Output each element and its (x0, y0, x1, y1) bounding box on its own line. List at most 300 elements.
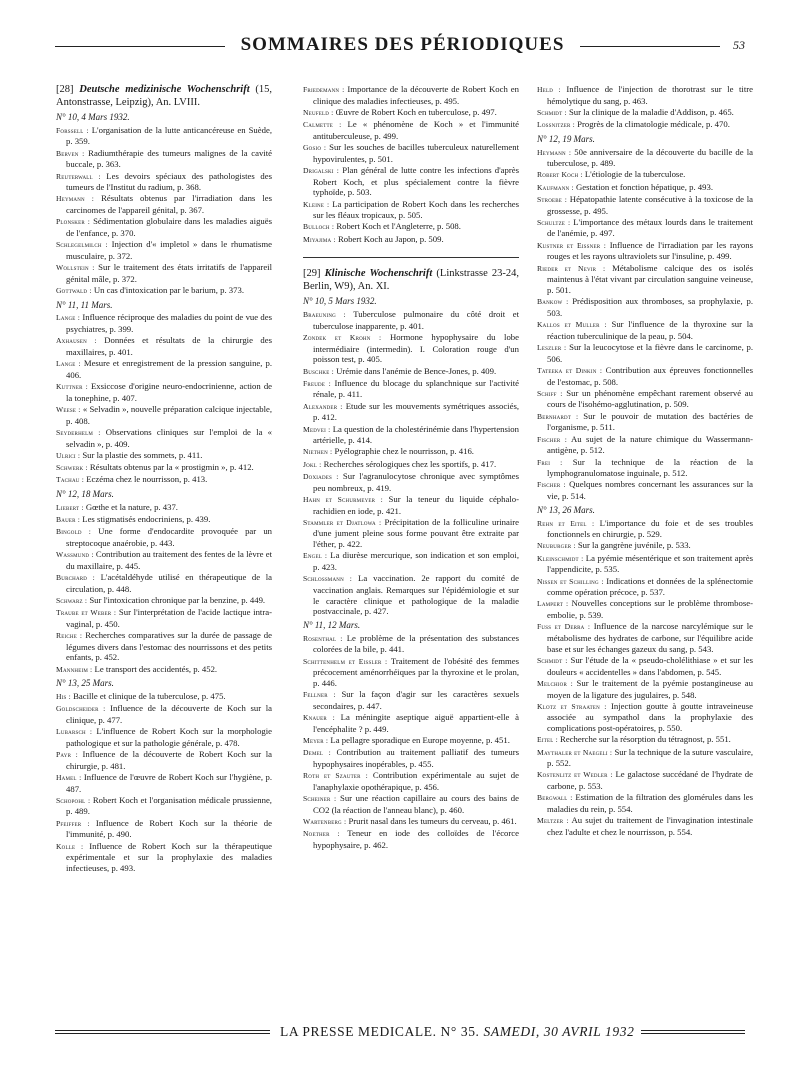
article-entry (537, 457, 753, 479)
article-author: Held : (537, 85, 561, 94)
article-entry (56, 502, 272, 514)
article-entry (537, 388, 753, 410)
article-entry (303, 793, 519, 815)
article-author: Melchior : (537, 678, 573, 688)
article-author: Kaufmann : (537, 182, 574, 192)
article-title: Prédisposition aux thromboses, sa prophylaxie, p. 503. (547, 296, 753, 318)
article-title: Bacille et clinique de la tuberculose, p. 475. (73, 690, 226, 701)
article-title: Hépatopathie latente consécutive à la toxicose de la grossesse, p. 495. (547, 193, 753, 216)
article-author: Tachau : (56, 475, 85, 485)
article-title: La diurèse mercurique, son indication et son emploi, p. 423. (313, 550, 519, 573)
article-author: Traube et Weber : (56, 608, 117, 618)
article-entry (537, 319, 753, 341)
article-entry (303, 747, 519, 769)
article-title: Le problème de la présentation des substances colorées de la bile, p. 441. (313, 632, 519, 655)
article-entry (303, 828, 519, 850)
article-entry (537, 240, 753, 262)
article-author: Calmette : (303, 120, 342, 130)
article-title: Contribution au traitement des fentes de la lèvre et du maxillaire, p. 445. (66, 549, 272, 571)
page-title: SOMMAIRES DES PÉRIODIQUES (240, 34, 565, 55)
article-title: Estimation de la filtration des glomérules dans les maladies du rein, p. 554. (547, 792, 753, 815)
article-title: Exsiccose d'origine neuro-endocrinienne, action de la tonephine, p. 407. (66, 381, 273, 403)
article-author: Lubarsch : (56, 727, 93, 737)
article-author: Kuttner : (56, 382, 88, 392)
article-author: Meyer : (303, 736, 329, 746)
article-author: Wassmund : (56, 550, 94, 560)
article-title: Mesure et enregistrement de la pression sanguine, p. 406. (66, 358, 273, 380)
article-entry (303, 221, 519, 233)
article-title: Urémie dans l'anémie de Bence-Jones, p. 409. (336, 365, 497, 376)
article-author: Liebert : (56, 502, 84, 512)
article-title: Résultats obtenus par la « prostigmin », p. 412. (89, 462, 254, 473)
article-title: Indications et données de la splénectomie comme opération précoce, p. 537. (547, 575, 753, 598)
article-author: Schittenhelm et Eissler : (303, 656, 388, 666)
article-entry (303, 459, 519, 471)
article-entry (303, 165, 519, 198)
article-title: Sur la gangrène juvénile, p. 533. (577, 540, 691, 551)
article-entry (537, 147, 753, 169)
article-entry (303, 550, 519, 572)
article-author: Schwarz : (56, 595, 88, 605)
article-entry (56, 239, 272, 261)
article-entry (303, 633, 519, 655)
article-author: Schopohl : (56, 795, 91, 805)
article-entry (303, 309, 519, 331)
article-author: Ulrici : (56, 450, 81, 460)
article-entry (537, 540, 753, 552)
article-entry (303, 107, 519, 119)
article-title: Recherches sérologiques chez les sportifs, p. 417. (323, 458, 497, 469)
article-title: Influence réciproque des maladies du point de vue des psychiatres, p. 399. (66, 312, 272, 335)
article-entry (303, 770, 519, 792)
article-entry (537, 296, 753, 318)
article-author: Knauer : (303, 713, 335, 723)
article-author: Buschke : (303, 366, 334, 376)
article-author: Meltzer : (537, 816, 569, 826)
article-author: Kolle : (56, 841, 84, 851)
article-title: Le transport des accidentés, p. 452. (94, 663, 218, 674)
article-title: L'organisation de la lutte anticancéreuse en Suède, p. 359. (66, 124, 273, 147)
article-entry (303, 366, 519, 378)
article-author: Engel : (303, 551, 328, 561)
article-title: La pellagre sporadique en Europe moyenne, p. 451. (330, 735, 510, 746)
article-entry (303, 234, 519, 246)
article-author: Scheiner : (303, 794, 337, 804)
article-author: Stammler et Djatlowa : (303, 517, 382, 527)
article-title: Sur la technique de la réaction de la lymphogranulomatose inguinale, p. 512. (547, 456, 753, 479)
article-title: Précipitation de la folliculine urinaire d'une jument pleine sous forme pouvant être extraite par l'éther, p. 422. (313, 516, 519, 550)
article-entry (537, 576, 753, 598)
article-title: « Selvadin », nouvelle préparation calcique injectable, p. 408. (66, 404, 273, 426)
article-entry (303, 424, 519, 446)
article-author: Niethen : (303, 447, 333, 457)
article-title: Sur la technique de la suture vasculaire, p. 552. (547, 746, 753, 769)
article-author: Alexander : (303, 401, 343, 411)
issue-heading: N° 12, 19 Mars. (537, 133, 595, 144)
article-author: Payr : (56, 749, 78, 759)
article-title: Prurit nasal dans les tumeurs du cerveau, p. 461. (348, 815, 517, 826)
article-entry (56, 404, 272, 426)
column-3 (537, 84, 753, 838)
issue-heading: N° 10, 4 Mars 1932. (56, 112, 130, 122)
article-author: Neuburger : (537, 541, 576, 551)
article-entry (537, 701, 753, 734)
article-title: Contribution aux épreuves fonctionnelles de l'estomac, p. 508. (547, 364, 753, 387)
article-entry (56, 703, 272, 725)
page-number: 53 (733, 38, 745, 52)
article-title: Métabolisme calcique des os isolés maintenus à l'état vivant par circulation sanguine veineuse, p. 501. (547, 262, 753, 295)
article-author: Burchard : (56, 572, 95, 582)
article-author: Axhausen : (56, 336, 97, 346)
article-title: Sur l'influence de la thyroxine sur la réaction tuberculinique de la peau, p. 504. (547, 319, 754, 341)
article-author: Mannheim : (56, 664, 93, 674)
article-title: Teneur en iode des colloïdes de l'écorce hypophysaire, p. 462. (313, 828, 519, 850)
article-entry (56, 474, 272, 486)
article-title: Au sujet de la nature chimique du Wassermann-antigène, p. 512. (547, 433, 754, 456)
article-entry (537, 518, 753, 540)
issue-heading: N° 13, 26 Mars. (537, 504, 595, 515)
footer-rule-right (641, 1030, 745, 1034)
article-entry (56, 262, 272, 284)
article-entry (537, 553, 753, 575)
article-title: Sur la plastie des sommets, p. 411. (82, 449, 203, 460)
article-author: Tateeka et Dinkin : (537, 365, 603, 375)
article-entry (56, 125, 272, 147)
page-header (55, 34, 745, 64)
article-author: Goldscheider : (56, 704, 106, 714)
article-title: Sur le pouvoir de mutation des bactéries de l'organisme, p. 511. (547, 410, 753, 433)
header-rule-left (55, 46, 225, 47)
article-title: Au sujet du traitement de l'invagination intestinale chez l'adulte et chez le nourrisson, p. 554. (547, 815, 753, 837)
article-author: Reiche : (56, 630, 83, 640)
article-entry (56, 691, 272, 703)
article-author: Schmidt : (537, 107, 567, 117)
footer-text (280, 1024, 634, 1040)
article-title: Sur un phénomène empêchant rarement observé au cours de l'isohémo-agglutination, p. 509. (547, 387, 754, 410)
article-title: Observations cliniques sur l'emploi de la « selvadin », p. 409. (66, 426, 273, 449)
article-author: His : (56, 691, 71, 701)
article-entry (537, 217, 753, 239)
article-title: Influence de l'irradiation par les rayons rouges et les rayons ultraviolets sur l'insuline, p. 499. (547, 239, 753, 262)
article-title: La participation de Robert Koch dans les recherches sur les fléaux tropicaux, p. 505. (313, 198, 520, 221)
article-title: Radiumthérapie des tumeurs malignes de la cavité buccale, p. 363. (66, 147, 272, 170)
issue-heading: N° 10, 5 Mars 1932. (303, 296, 377, 307)
article-entry (537, 342, 753, 364)
article-entry (537, 107, 753, 119)
article-author: Schultze : (537, 217, 571, 227)
article-author: Bingold : (56, 527, 92, 537)
article-entry (56, 630, 272, 663)
article-entry (537, 621, 753, 654)
article-title: Le « phénomène de Koch » et l'immunité antituberculeuse, p. 499. (313, 119, 519, 141)
article-entry (537, 169, 753, 181)
article-author: Lossnitzer : (537, 120, 575, 130)
article-author: Rieder et Nevir : (537, 263, 606, 273)
article-entry (303, 689, 519, 711)
article-title: Traitement de l'obésité des femmes précocement aménorrhéiques par la thyroxine et le prolan, p. 446. (313, 655, 519, 689)
journal-name: Deutsche medizinische Wochenschrift (79, 84, 250, 95)
article-title: Nouvelles conceptions sur le problème thrombose-embolie, p. 539. (547, 598, 754, 621)
article-entry (537, 434, 753, 456)
article-title: Sédimentation globulaire dans les maladies aiguës de l'enfance, p. 370. (66, 216, 272, 239)
article-author: Bankow : (537, 297, 569, 307)
column-1 (56, 84, 272, 874)
article-title: La question de la cholestérinémie dans l'hypertension artérielle, p. 414. (313, 423, 519, 446)
article-entry (303, 332, 519, 365)
article-entry (303, 712, 519, 734)
article-entry (303, 471, 519, 493)
article-author: Plonsker : (56, 217, 91, 227)
article-author: Fischer : (537, 434, 568, 444)
article-title: Un cas d'intoxication par le barium, p. 373. (93, 285, 245, 296)
article-title: Recherches comparatives sur la durée de passage de légumes divers dans l'estomac des nourrissons et des petits enfants, p. 452. (66, 629, 272, 663)
article-author: Schiff : (537, 388, 563, 398)
article-title: Injection goutte à goutte intraveineuse associée au sympathol dans la prophylaxie des complications post-opératoires, p. 550. (547, 700, 753, 734)
article-entry (303, 573, 519, 617)
footer-journal: LA PRESSE MEDICALE. (280, 1024, 437, 1039)
article-title: Sur les souches de bacilles tuberculeux naturellement hypovirulentes, p. 501. (313, 142, 519, 164)
article-entry (303, 446, 519, 458)
article-author: Lange : (56, 359, 81, 369)
article-entry (56, 795, 272, 817)
article-author: Maythaler et Naegeli : (537, 747, 613, 757)
article-author: Forssell : (56, 125, 89, 135)
article-author: Jokl : (303, 459, 322, 469)
article-entry (537, 479, 753, 501)
article-title: Etude sur les mouvements symétriques associés, p. 412. (313, 400, 519, 423)
article-entry (537, 792, 753, 814)
article-title: Recherche sur la résorption du tétragnost, p. 551. (560, 734, 731, 745)
article-author: Berven : (56, 148, 85, 158)
article-entry (537, 747, 753, 769)
article-author: Miyajima : (303, 234, 336, 244)
article-author: Schlossmann : (303, 574, 353, 584)
article-entry (303, 199, 519, 221)
article-author: Weese : (56, 405, 81, 415)
article-author: Freude : (303, 378, 331, 388)
article-entry (56, 726, 272, 748)
article-entry (303, 494, 519, 516)
article-author: Demel : (303, 748, 331, 758)
article-title: Sur l'interprétation de l'acide lactique intra-vaginal, p. 450. (66, 607, 272, 629)
article-title: Données et résultats de la chirurgie des maxillaires, p. 401. (66, 335, 273, 358)
article-entry (537, 815, 753, 837)
article-entry (56, 664, 272, 676)
issue-heading: N° 13, 25 Mars. (56, 678, 114, 689)
article-entry (56, 358, 272, 380)
article-title: Les devoirs spéciaux des pathologistes des tumeurs de l'Institut du radium, p. 368. (66, 170, 272, 193)
article-author: Rosenthal : (303, 633, 343, 643)
article-entry (56, 607, 272, 629)
article-title: Robert Koch et l'organisation médicale prussienne, p. 489. (66, 794, 272, 817)
article-title: Sur le traitement des états irritatifs de l'appareil génital mâle, p. 372. (66, 262, 273, 284)
article-title: La vaccination. 2e rapport du comité de vaccination anglais. Remarques sur l'épidémiologie et sur le caractère clinique et pathologique de la maladie postvaccinale, p. 427. (313, 573, 519, 617)
article-entry (537, 411, 753, 433)
article-author: Wartenberg : (303, 816, 347, 826)
article-author: Reuterwall : (56, 171, 101, 181)
article-author: Seyderhelm : (56, 427, 101, 437)
issue-heading: N° 12, 18 Mars. (56, 489, 114, 499)
article-entry (56, 216, 272, 238)
article-title: L'étiologie de la tuberculose. (584, 169, 686, 180)
article-entry (56, 462, 272, 474)
article-title: Sur l'intoxication chronique par la benzine, p. 449. (89, 594, 266, 605)
article-title: Influence de l'œuvre de Robert Koch sur l'hygiène, p. 487. (66, 771, 272, 794)
article-entry (56, 595, 272, 607)
article-title: 50e anniversaire de la découverte du bacille de la tuberculose, p. 489. (547, 146, 753, 169)
article-title: Le galactose succédané de l'hydrate de carbone, p. 553. (547, 769, 753, 792)
article-entry (537, 182, 753, 194)
article-author: Kustner et Eissner : (537, 240, 607, 250)
article-title: Sur la clinique de la maladie d'Addison, p. 465. (568, 106, 734, 117)
journal-heading (303, 268, 519, 293)
article-entry (537, 769, 753, 791)
article-entry (56, 772, 272, 794)
article-author: Klotz et Straaten : (537, 701, 607, 711)
article-title: Sur l'agranulocytose chronique avec symptômes peu nombreux, p. 419. (313, 470, 519, 493)
article-author: Lange : (56, 313, 81, 323)
article-entry (303, 735, 519, 747)
article-title: Injection d'« impletol » dans le rhumatisme musculaire, p. 372. (66, 239, 273, 261)
article-author: Bulloch : (303, 222, 335, 232)
article-author: Hamel : (56, 772, 82, 782)
article-entry (303, 517, 519, 550)
article-author: Braeuning : (303, 310, 346, 320)
article-author: Kostenlitz et Wedler : (537, 770, 613, 780)
article-entry (303, 816, 519, 828)
article-entry (56, 335, 272, 357)
article-author: Schwerk : (56, 463, 88, 473)
article-title: Une forme d'endocardite provoquée par un streptocoque anaérobie, p. 443. (66, 526, 273, 548)
article-author: Heymann : (56, 194, 95, 204)
header-rule-right (580, 46, 720, 47)
journal-number: [29] (303, 268, 321, 280)
article-author: Fuss et Derra : (537, 622, 591, 632)
article-author: Bergwall : (537, 793, 573, 803)
article-author: Roth et Szauter : (303, 771, 368, 781)
article-author: Robert Koch : (537, 170, 583, 180)
article-entry (537, 678, 753, 700)
article-title: Gestation et fonction hépatique, p. 493. (575, 181, 713, 192)
article-author: Kleinschmidt : (537, 553, 584, 563)
article-author: Pfeiffer : (56, 818, 90, 828)
article-title: Les stigmatisés endocriniens, p. 439. (82, 513, 211, 524)
article-author: Eitel : (537, 735, 558, 745)
article-entry (56, 381, 272, 403)
article-entry (537, 84, 753, 106)
article-entry (56, 841, 272, 874)
article-author: Fischer : (537, 480, 566, 490)
article-author: Rehn et Eitel : (537, 518, 595, 528)
article-title: Sur le traitement de la pyémie postangineuse au moyen de la ligature des jugulaires, p. 548. (547, 677, 753, 700)
journal-address: (15, Antonstrasse, Leipzig), An. LVIII. (56, 84, 272, 108)
page-footer (55, 1024, 745, 1044)
article-entry (56, 526, 272, 548)
article-title: Œuvre de Robert Koch en tuberculose, p. 497. (335, 106, 497, 117)
article-author: Hahn et Schurmeyer : (303, 494, 383, 504)
article-entry (56, 514, 272, 526)
article-entry (56, 818, 272, 840)
article-title: Tuberculose pulmonaire du côté droit et tuberculose inapparente, p. 401. (313, 309, 520, 331)
article-author: Wollstein : (56, 263, 95, 273)
article-title: Influence de la découverte de Koch sur la clinique, p. 477. (66, 703, 273, 725)
article-title: Sur la teneur du liquide céphalo-rachidien en iode, p. 421. (313, 493, 519, 516)
article-author: Zondek et Krohn : (303, 332, 382, 342)
article-entry (303, 656, 519, 689)
article-author: Friedemann : (303, 85, 345, 94)
article-author: Neufeld : (303, 107, 334, 117)
article-title: Pyélographie chez le nourrisson, p. 416. (334, 446, 474, 457)
article-title: Plan général de lutte contre les infections d'après Robert Koch, et plus spécialement contre la fièvre typhoïde, p. 503. (313, 164, 519, 198)
article-title: Progrès de la climatologie médicale, p. 470. (577, 119, 730, 130)
footer-issue: N° 35. (440, 1024, 480, 1039)
article-entry (56, 171, 272, 193)
article-entry (56, 312, 272, 334)
journal-name: Klinische Wochenschrift (324, 268, 433, 280)
article-title: La pyémie mésentérique et son traitement après l'appendicite, p. 535. (547, 552, 753, 575)
article-author: Leszler : (537, 342, 567, 352)
article-entry (537, 194, 753, 216)
article-entry (56, 148, 272, 170)
article-author: Gottwald : (56, 286, 92, 296)
article-title: Contribution expérimentale au sujet de l'anaphylaxie opothérapique, p. 456. (313, 770, 519, 792)
article-entry (537, 598, 753, 620)
article-entry (56, 549, 272, 571)
issue-heading: N° 11, 12 Mars. (303, 620, 361, 631)
article-entry (303, 378, 519, 400)
article-author: Stroebe : (537, 194, 568, 204)
article-title: Robert Koch et l'Angleterre, p. 508. (336, 221, 461, 232)
article-entry (56, 193, 272, 215)
article-author: Nissen et Schilling : (537, 576, 604, 586)
column-2 (303, 84, 519, 851)
article-title: L'importance des métaux lourds dans le traitement de l'anémie, p. 497. (547, 216, 754, 239)
article-title: Gœthe et la nature, p. 437. (85, 501, 178, 512)
article-author: Schmidt : (537, 655, 568, 665)
article-entry (56, 749, 272, 771)
article-author: Noether : (303, 829, 340, 839)
article-title: Sur l'étude de la « pseudo-cholélithiase » et sur les douleurs « accidentelles » dans l'abdomen, p. 545. (547, 654, 753, 677)
article-entry (537, 655, 753, 677)
article-title: La méningite aseptique aiguë appartient-elle à l'encéphalite ? p. 449. (313, 712, 520, 734)
article-entry (56, 450, 272, 462)
article-title: L'importance du foie et de ses troubles fonctionnels en chirurgie, p. 529. (547, 517, 753, 540)
article-title: Hormone hypophysaire du lobe intermédiaire (intermedin). I. Coloration rouge d'un poisson test, p. 405. (313, 331, 520, 365)
article-title: Importance de la découverte de Robert Koch en clinique des maladies infectieuses, p. 495. (313, 84, 519, 106)
article-entry (56, 285, 272, 297)
article-title: Influence de Robert Koch sur la théorie de l'immunité, p. 490. (66, 817, 272, 840)
article-title: Sur la leucocytose et la fièvre dans le carcinome, p. 506. (547, 341, 754, 364)
article-entry (303, 84, 519, 106)
article-title: Influence de l'injection de thorotrast sur le titre hémolytique du sang, p. 463. (547, 84, 753, 106)
article-title: Influence de la découverte de Robert Koch sur la chirurgie, p. 481. (66, 748, 273, 771)
article-entry (56, 427, 272, 449)
article-entry (56, 572, 272, 594)
article-entry (537, 263, 753, 296)
footer-date: SAMEDI, 30 AVRIL 1932 (483, 1024, 635, 1039)
article-author: Medvei : (303, 424, 331, 434)
article-title: L'influence de Robert Koch sur la morphologie pathologique et sur la pathologie générale, p. 478. (66, 726, 273, 748)
article-author: Schlegelmilch : (56, 240, 108, 250)
article-title: Robert Koch au Japon, p. 509. (337, 233, 444, 244)
article-entry (537, 119, 753, 131)
article-entry (303, 142, 519, 164)
article-title: Résultats obtenus par l'irradiation dans les carcinomes de l'appareil génital, p. 367. (66, 193, 272, 216)
article-title: Sur la façon d'agir sur les caractères sexuels secondaires, p. 447. (313, 689, 520, 711)
journal-address: (Linkstrasse 23-24, Berlin, W9), An. XI. (303, 268, 520, 292)
article-author: Kleine : (303, 199, 330, 209)
article-author: Doxiades : (303, 471, 339, 481)
